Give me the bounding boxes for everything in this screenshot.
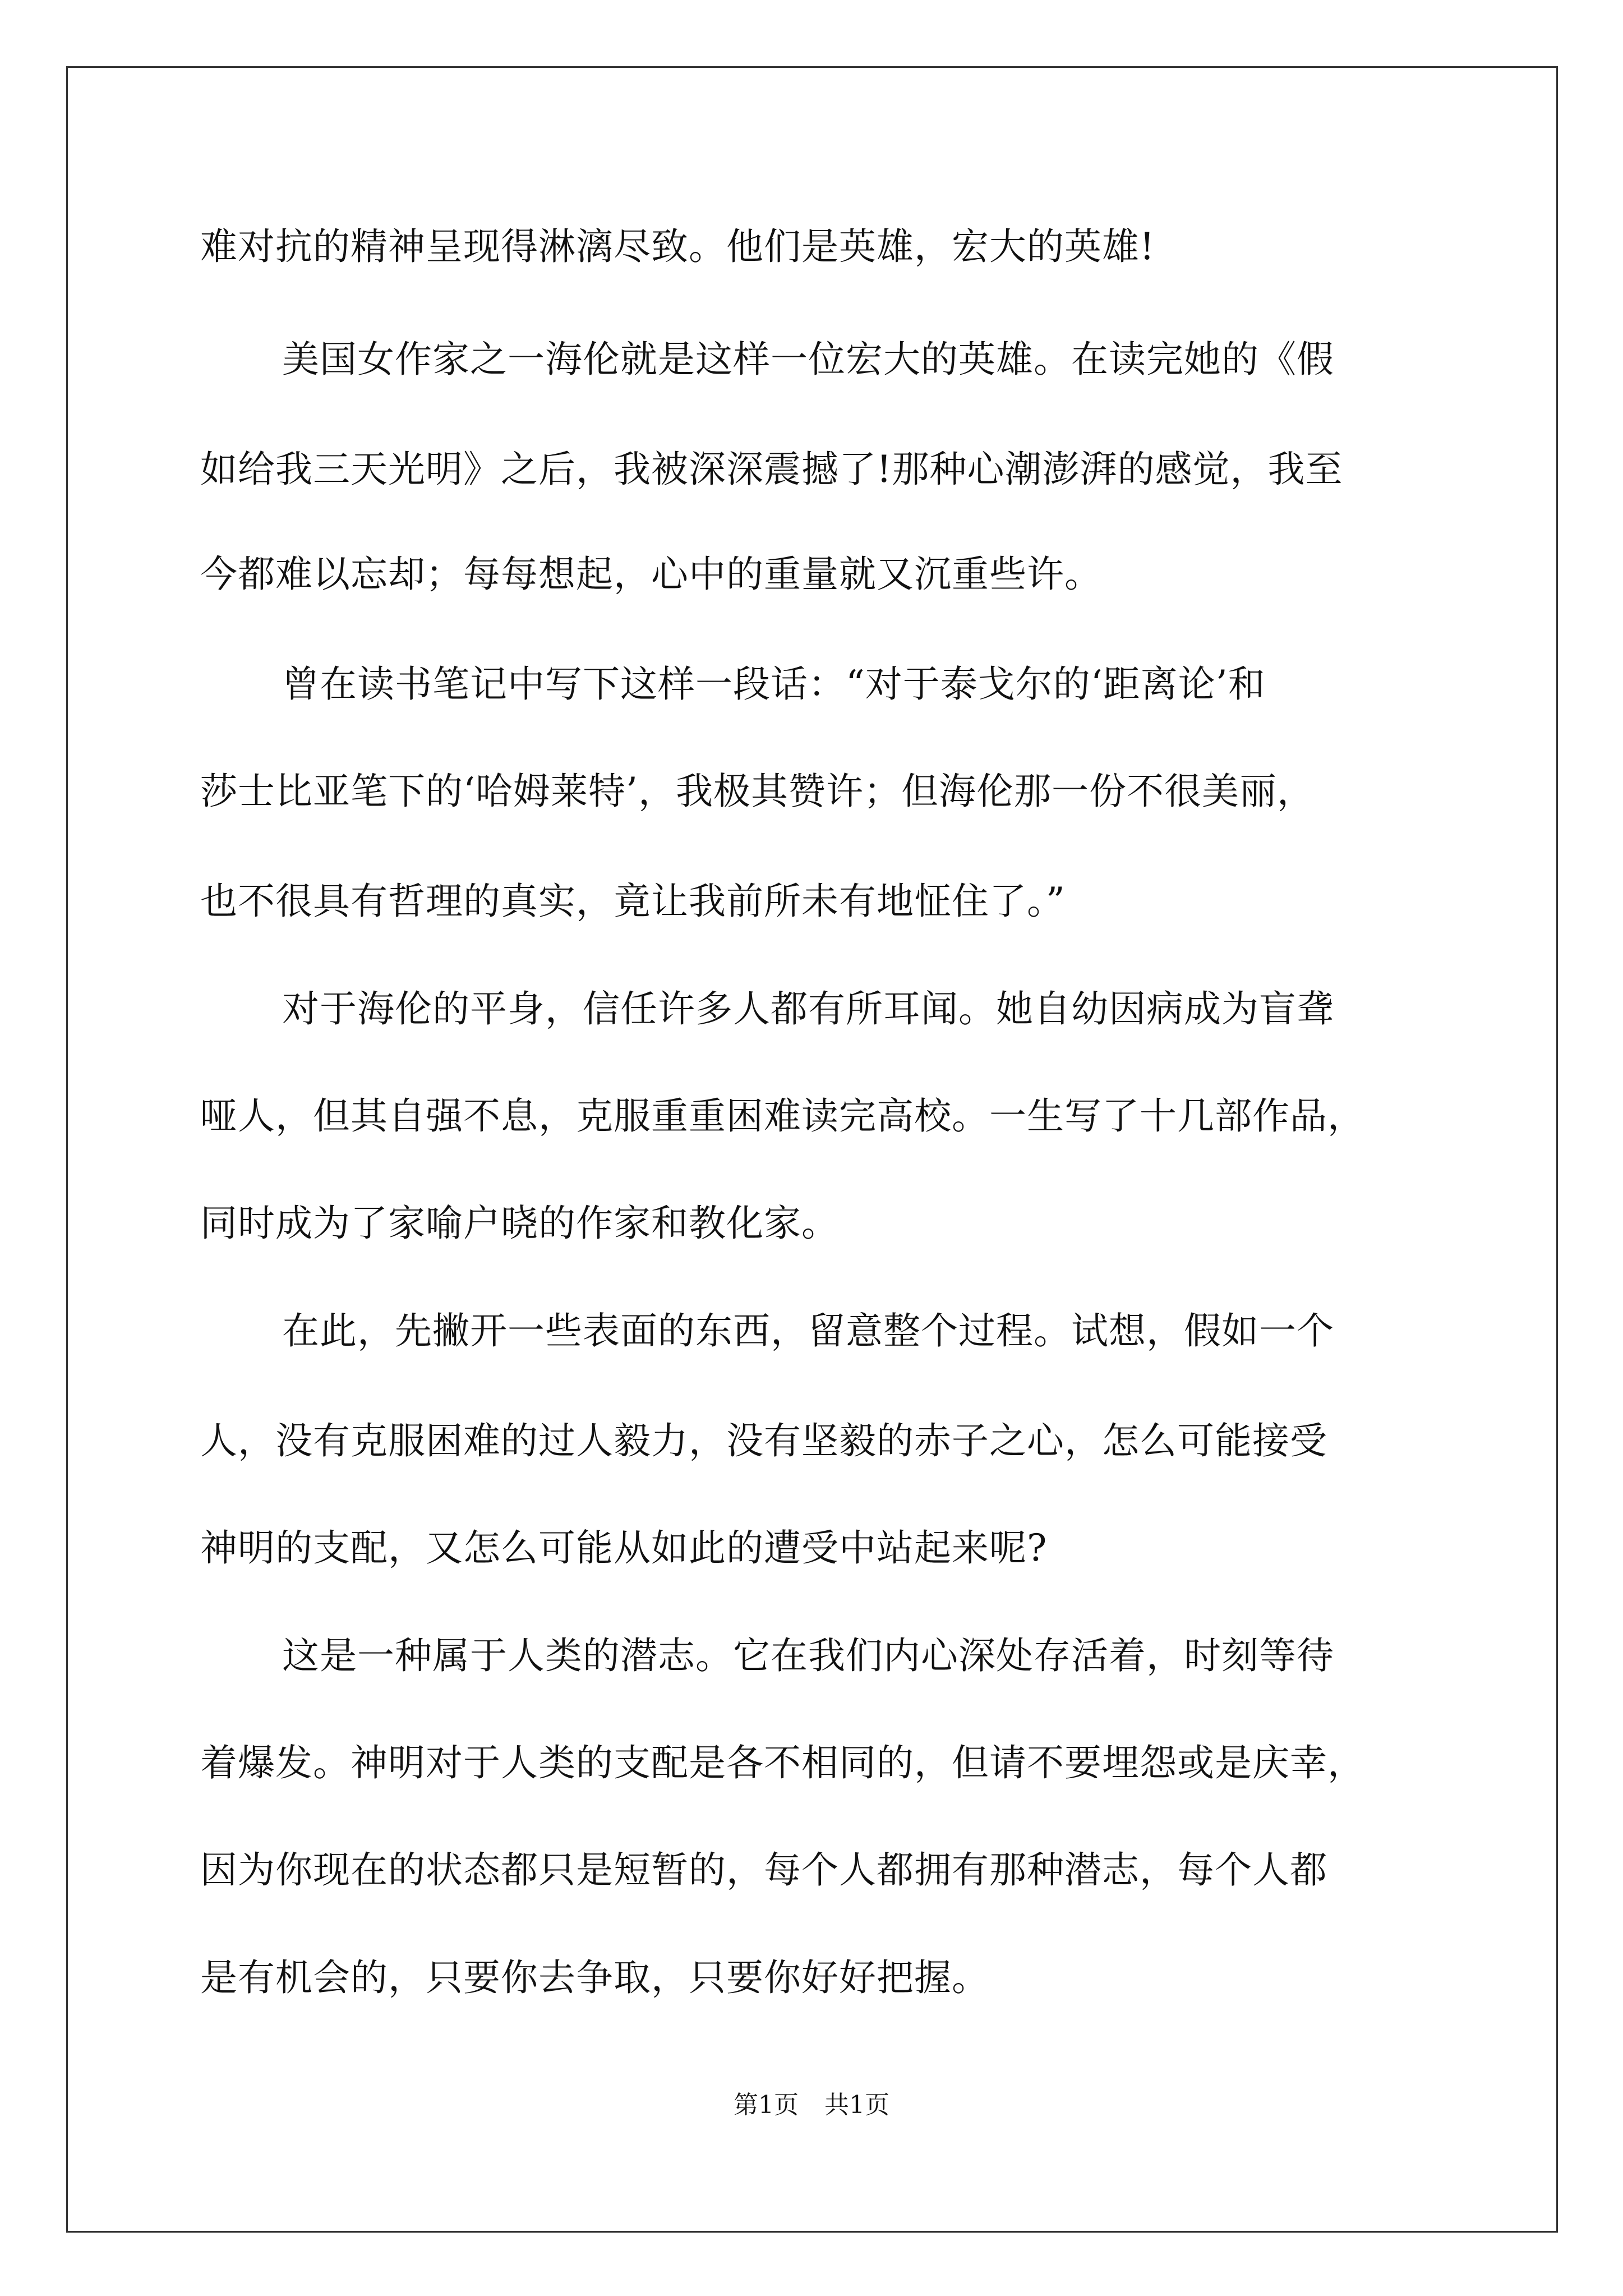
paragraph-line: 曾在读书笔记中写下这样一段话：“对于泰戈尔的‘距离论’和	[282, 662, 1266, 706]
page-border	[66, 66, 1558, 2233]
paragraph-line: 是有机会的，只要你去争取，只要你好好把握。	[200, 1956, 989, 1999]
paragraph-line: 同时成为了家喻户晓的作家和教化家。	[200, 1202, 839, 1245]
paragraph-line: 着爆发。神明对于人类的支配是各不相同的，但请不要埋怨或是庆幸，	[200, 1741, 1365, 1784]
paragraph-line: 人，没有克服困难的过人毅力，没有坚毅的赤子之心，怎么可能接受	[200, 1419, 1327, 1462]
paragraph-line: 也不很具有哲理的真实，竟让我前所未有地怔住了。”	[200, 880, 1066, 923]
paragraph-line: 对于海伦的平身，信任许多人都有所耳闻。她自幼因病成为盲聋	[282, 987, 1334, 1030]
page-number: 第1页	[734, 2091, 799, 2119]
paragraph-line: 今都难以忘却；每每想起，心中的重量就又沉重些许。	[200, 553, 1102, 596]
paragraph-line: 美国女作家之一海伦就是这样一位宏大的英雄。在读完她的《假	[282, 338, 1334, 381]
page-total: 共1页	[824, 2091, 889, 2119]
paragraph-line: 哑人，但其自强不息，克服重重困难读完高校。一生写了十几部作品，	[200, 1094, 1365, 1138]
paragraph-line: 因为你现在的状态都只是短暂的，每个人都拥有那种潜志，每个人都	[200, 1848, 1327, 1892]
page-footer	[0, 2090, 1623, 2121]
paragraph-line: 神明的支配，又怎么可能从如此的遭受中站起来呢?	[200, 1526, 1048, 1570]
paragraph-line: 这是一种属于人类的潜志。它在我们内心深处存活着，时刻等待	[282, 1634, 1334, 1677]
paragraph-line: 在此，先撇开一些表面的东西，留意整个过程。试想，假如一个	[282, 1309, 1334, 1352]
paragraph-line: 难对抗的精神呈现得淋漓尽致。他们是英雄，宏大的英雄!	[200, 225, 1155, 268]
paragraph-line: 如给我三天光明》之后，我被深深震撼了!那种心潮澎湃的感觉，我至	[200, 448, 1343, 491]
paragraph-line: 莎士比亚笔下的‘哈姆莱特’，我极其赞许；但海伦那一份不很美丽，	[200, 770, 1315, 813]
